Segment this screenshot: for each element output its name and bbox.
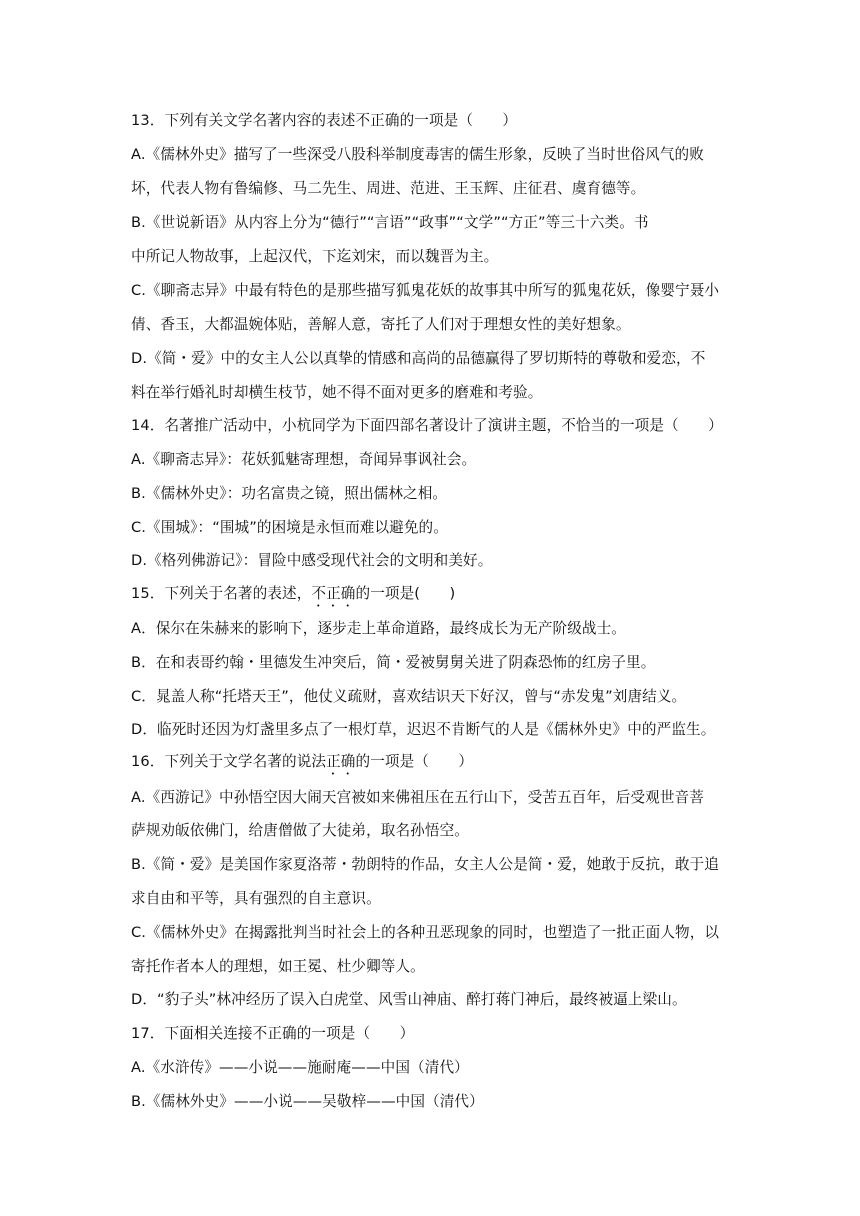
question-15-option-c: C．晁盖人称“托塔天王”，他仗义疏财，喜欢结识天下好汉，曾与“赤发鬼”刘唐结义。 bbox=[131, 688, 687, 705]
question-13-option-b-line-1: B.《世说新语》从内容上分为“德行”“言语”“政事”“文学”“方正”等三十六类。书 bbox=[131, 214, 649, 231]
question-16-option-a-line-1: A.《西游记》中孙悟空因大闹天宫被如来佛祖压在五行山下，受苦五百年，后受观世音菩 bbox=[131, 789, 704, 806]
question-13-option-a-line-1: A.《儒林外史》描写了一些深受八股科举制度毒害的儒生形象，反映了当时世俗风气的败 bbox=[131, 146, 704, 163]
question-16-option-d: D．“豹子头”林冲经历了误入白虎堂、风雪山神庙、醉打蒋门神后，最终被逼上梁山。 bbox=[131, 991, 687, 1008]
question-16-stem-tail: 的一项是（ ） bbox=[355, 753, 474, 770]
question-13-option-a-line-2: 坏，代表人物有鲁编修、马二先生、周进、范进、王玉辉、庄征君、虞育德等。 bbox=[131, 180, 646, 197]
question-17-option-b: B.《儒林外史》——小说——吴敬梓——中国（清代） bbox=[131, 1093, 484, 1110]
question-15-option-d: D．临死时还因为灯盏里多点了一根灯草，迟迟不肯断气的人是《儒林外史》中的严监生。 bbox=[131, 721, 716, 738]
question-13-stem: 13．下列有关文学名著内容的表述不正确的一项是（ ） bbox=[131, 112, 518, 129]
question-16-stem-emphasis: 正确 bbox=[326, 753, 356, 770]
question-13-option-d-line-1: D.《简・爱》中的女主人公以真挚的情感和高尚的品德赢得了罗切斯特的尊敬和爱恋，不 bbox=[131, 350, 706, 367]
question-16-option-a-line-2: 萨规劝皈依佛门，给唐僧做了大徒弟，取名孙悟空。 bbox=[131, 822, 469, 839]
question-16-option-c-line-2: 寄托作者本人的理想，如王冕、杜少卿等人。 bbox=[131, 958, 425, 975]
question-16-stem-lead: 16．下列关于文学名著的说法 bbox=[131, 753, 327, 770]
question-16-option-b-line-2: 求自由和平等，具有强烈的自主意识。 bbox=[131, 890, 381, 907]
question-16-option-c-line-1: C.《儒林外史》在揭露批判当时社会上的各种丑恶现象的同时，也塑造了一批正面人物，以 bbox=[131, 924, 720, 941]
question-14-option-b: B.《儒林外史》：功名富贵之镜，照出儒林之相。 bbox=[131, 485, 448, 502]
question-17-stem: 17．下面相关连接不正确的一项是（ ） bbox=[131, 1025, 415, 1042]
question-16-stem bbox=[131, 752, 731, 778]
question-15-stem-emphasis: 不正确 bbox=[311, 585, 356, 602]
question-14-stem: 14．名著推广活动中，小杭同学为下面四部名著设计了演讲主题，不恰当的一项是（ ） bbox=[131, 417, 723, 434]
question-15-stem bbox=[131, 584, 731, 610]
question-13-option-c-line-1: C.《聊斋志异》中最有特色的是那些描写狐鬼花妖的故事其中所写的狐鬼花妖，像婴宁聂小 bbox=[131, 282, 720, 299]
question-15-stem-lead: 15．下列关于名著的表述， bbox=[131, 585, 312, 602]
question-16-option-b-line-1: B.《简・爱》是美国作家夏洛蒂・勃朗特的作品，女主人公是简・爱，她敢于反抗，敢于追 bbox=[131, 856, 719, 873]
question-13-option-b-line-2: 中所记人物故事，上起汉代，下迄刘宋，而以魏晋为主。 bbox=[131, 248, 499, 265]
question-14-option-d: D.《格列佛游记》：冒险中感受现代社会的文明和美好。 bbox=[131, 552, 493, 569]
question-17-option-a: A.《水浒传》——小说——施耐庵——中国（清代） bbox=[131, 1059, 469, 1076]
question-15-option-a: A．保尔在朱赫来的影响下，逐步走上革命道路，最终成长为无产阶级战士。 bbox=[131, 620, 626, 637]
question-14-option-a: A.《聊斋志异》：花妖狐魅寄理想，奇闻异事讽社会。 bbox=[131, 451, 477, 468]
question-15-stem-tail: 的一项是( ) bbox=[355, 585, 456, 602]
question-13-option-c-line-2: 倩、香玉，大都温婉体贴，善解人意，寄托了人们对于理想女性的美好想象。 bbox=[131, 316, 631, 333]
question-14-option-c: C.《围城》：“围城”的困境是永恒而难以避免的。 bbox=[131, 519, 448, 536]
question-13-option-d-line-2: 料在举行婚礼时却横生枝节，她不得不面对更多的磨难和考验。 bbox=[131, 384, 543, 401]
question-15-option-b: B．在和表哥约翰・里德发生冲突后，简・爱被舅舅关进了阴森恐怖的红房子里。 bbox=[131, 654, 656, 671]
